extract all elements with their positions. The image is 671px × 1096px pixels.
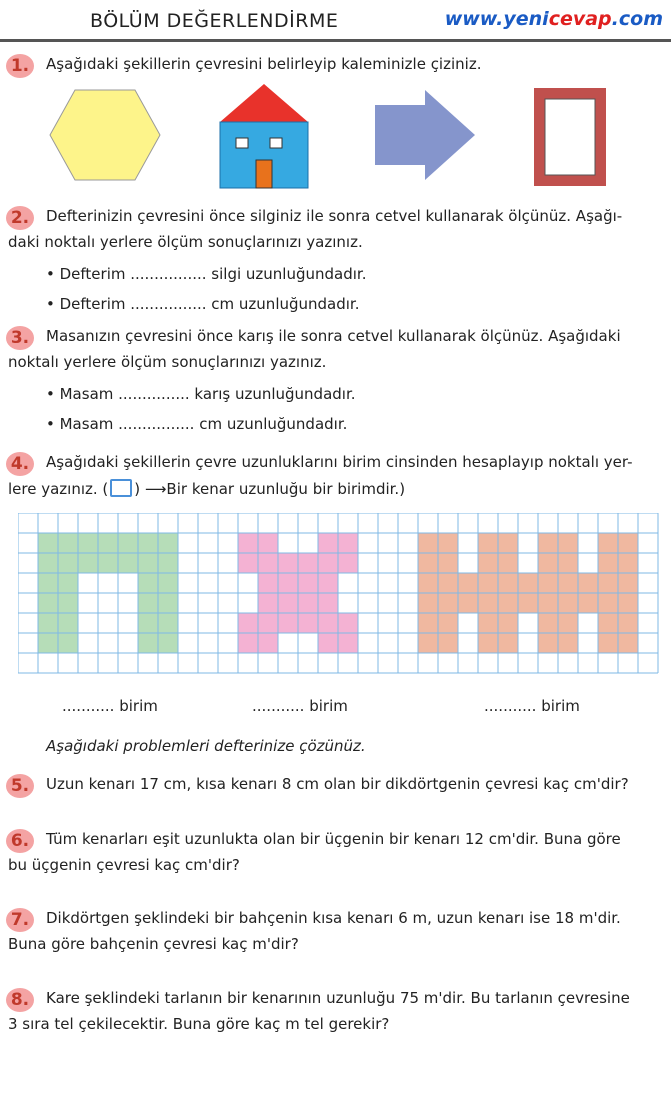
question-2-bullet-2: • Defterim ................ cm uzunluğundadır. [46,295,360,313]
shape-salmon-cell [438,593,458,613]
shape-salmon-cell [478,533,498,553]
answer-birim-1: ........... birim [62,697,158,715]
shape-pink-cell [298,553,318,573]
frame-inner [545,99,595,175]
problems-instruction: Aşağıdaki problemleri defterinize çözünüz. [46,737,366,755]
shape-green-cell [158,613,178,633]
question-number-3: 3. [6,326,34,350]
shape-pink-cell [318,533,338,553]
shape-pink-cell [318,573,338,593]
shape-green-cell [58,613,78,633]
shape-green-cell [78,553,98,573]
house-door [256,160,272,188]
question-3-bullet-2: • Masam ................ cm uzunluğundadır. [46,415,348,433]
shape-salmon-cell [558,573,578,593]
shape-salmon-cell [438,613,458,633]
shape-pink-cell [338,613,358,633]
shape-green-cell [38,633,58,653]
shape-salmon-cell [578,593,598,613]
shape-green-cell [38,553,58,573]
arrow-shape [375,90,475,180]
shape-pink-cell [318,613,338,633]
shape-pink-cell [238,533,258,553]
shape-salmon-cell [518,593,538,613]
shape-pink-cell [318,553,338,573]
answer-birim-2: ........... birim [252,697,348,715]
question-6-line-2: bu üçgenin çevresi kaç cm'dir? [8,856,240,874]
shape-green-cell [58,553,78,573]
shape-green-cell [58,533,78,553]
shape-salmon-cell [498,573,518,593]
question-3-bullet-1: • Masam ............... karış uzunluğundadır. [46,385,356,403]
shape-salmon-cell [618,533,638,553]
shape-pink-cell [278,613,298,633]
shape-salmon-cell [498,613,518,633]
shape-salmon-cell [618,633,638,653]
url-suffix: .com [611,8,663,30]
shape-pink-cell [298,593,318,613]
q1-shapes [0,80,671,190]
q4-line2-paren: ) [134,480,141,498]
shape-salmon-cell [598,573,618,593]
shape-salmon-cell [538,633,558,653]
shape-green-cell [158,593,178,613]
shape-green-cell [118,533,138,553]
shape-salmon-cell [498,553,518,573]
question-2-line-1: Defterinizin çevresini önce silginiz ile sonra cetvel kullanarak ölçünüz. Aşağı- [46,207,623,225]
shape-salmon-cell [418,593,438,613]
shape-salmon-cell [618,573,638,593]
shape-pink-cell [318,633,338,653]
shape-green-cell [58,573,78,593]
question-number-1: 1. [6,54,34,78]
shape-salmon-cell [598,633,618,653]
shape-green-cell [58,593,78,613]
question-2-bullet-1: • Defterim ................ silgi uzunluğundadır. [46,265,367,283]
shape-green-cell [158,573,178,593]
shape-salmon-cell [418,613,438,633]
shape-salmon-cell [478,593,498,613]
question-number-6: 6. [6,829,34,853]
shape-green-cell [138,553,158,573]
question-number-2: 2. [6,206,34,230]
shape-salmon-cell [558,613,578,633]
shape-salmon-cell [538,533,558,553]
question-4-line-1: Aşağıdaki şekillerin çevre uzunluklarını birim cinsinden hesaplayıp noktalı yer- [46,453,633,471]
q4-line2-start: lere yazınız. ( [8,480,109,498]
shape-pink-cell [298,613,318,633]
shape-salmon-cell [478,573,498,593]
shape-salmon-cell [618,613,638,633]
shape-salmon-cell [458,573,478,593]
shape-salmon-cell [598,613,618,633]
question-number-8: 8. [6,988,34,1012]
shape-salmon-cell [618,553,638,573]
shape-green-cell [98,533,118,553]
shape-salmon-cell [518,573,538,593]
shape-salmon-cell [498,633,518,653]
hexagon-shape [50,90,160,180]
shape-salmon-cell [538,553,558,573]
shape-pink-cell [338,533,358,553]
house-window-left [236,138,248,148]
shape-salmon-cell [558,533,578,553]
shape-salmon-cell [618,593,638,613]
shape-green-cell [98,553,118,573]
question-7-line-1: Dikdörtgen şeklindeki bir bahçenin kısa kenarı 6 m, uzun kenarı ise 18 m'dir. [46,909,621,927]
shape-salmon-cell [538,613,558,633]
shape-salmon-cell [438,553,458,573]
shape-green-cell [138,593,158,613]
grid-figure [18,513,671,675]
shape-pink-cell [258,593,278,613]
shape-green-cell [138,613,158,633]
shape-green-cell [158,633,178,653]
question-8-line-1: Kare şeklindeki tarlanın bir kenarının uzunluğu 75 m'dir. Bu tarlanın çevresine [46,989,630,1007]
shape-green-cell [38,593,58,613]
shape-salmon-cell [498,533,518,553]
q4-line2-end: Bir kenar uzunluğu bir birimdir.) [166,480,406,498]
shape-green-cell [58,633,78,653]
shape-green-cell [138,533,158,553]
shape-salmon-cell [558,593,578,613]
shape-pink-cell [338,553,358,573]
header-divider [0,39,671,42]
shape-salmon-cell [498,593,518,613]
shape-pink-cell [258,533,278,553]
question-3-line-1: Masanızın çevresini önce karış ile sonra cetvel kullanarak ölçünüz. Aşağıdaki [46,327,621,345]
shape-pink-cell [258,613,278,633]
shape-pink-cell [278,593,298,613]
question-number-7: 7. [6,908,34,932]
question-4-line-2 [8,477,405,501]
shape-salmon-cell [418,533,438,553]
shape-pink-cell [318,593,338,613]
question-number-4: 4. [6,452,34,476]
shape-pink-cell [238,633,258,653]
question-7-line-2: Buna göre bahçenin çevresi kaç m'dir? [8,935,299,953]
question-5-line-1: Uzun kenarı 17 cm, kısa kenarı 8 cm olan bir dikdörtgenin çevresi kaç cm'dir? [46,775,629,793]
shape-salmon-cell [418,573,438,593]
shape-green-cell [78,533,98,553]
shape-pink-cell [238,553,258,573]
shape-salmon-cell [458,593,478,613]
shape-green-cell [158,553,178,573]
shape-salmon-cell [478,553,498,573]
shape-green-cell [158,533,178,553]
question-8-line-2: 3 sıra tel çekilecektir. Buna göre kaç m tel gerekir? [8,1015,390,1033]
house-roof [220,84,308,122]
url-prefix: www.yeni [444,8,549,30]
shape-salmon-cell [438,533,458,553]
shape-pink-cell [258,553,278,573]
shape-green-cell [38,573,58,593]
shape-pink-cell [278,553,298,573]
shape-pink-cell [278,573,298,593]
house-window-right [270,138,282,148]
question-1-text: Aşağıdaki şekillerin çevresini belirleyip kaleminizle çiziniz. [46,55,482,73]
shape-green-cell [138,573,158,593]
shape-pink-cell [238,613,258,633]
shape-salmon-cell [538,593,558,613]
shape-green-cell [38,613,58,633]
question-2-line-2: daki noktalı yerlere ölçüm sonuçlarınızı yazınız. [8,233,363,251]
shape-salmon-cell [598,593,618,613]
page-title: BÖLÜM DEĞERLENDİRME [90,10,339,32]
shape-pink-cell [298,573,318,593]
unit-square-icon [110,479,132,497]
shape-salmon-cell [598,553,618,573]
shape-salmon-cell [438,633,458,653]
shape-green-cell [38,533,58,553]
arrow-right-icon: ⟶ [140,480,167,498]
shape-salmon-cell [418,553,438,573]
url-red: cevap [548,8,612,30]
question-3-line-2: noktalı yerlere ölçüm sonuçlarınızı yazınız. [8,353,327,371]
shape-salmon-cell [478,633,498,653]
shape-pink-cell [258,573,278,593]
shape-salmon-cell [478,613,498,633]
shape-salmon-cell [578,573,598,593]
answer-birim-3: ........... birim [484,697,580,715]
shape-salmon-cell [558,553,578,573]
shape-green-cell [138,633,158,653]
shape-pink-cell [338,633,358,653]
shape-salmon-cell [438,573,458,593]
question-6-line-1: Tüm kenarları eşit uzunlukta olan bir üçgenin bir kenarı 12 cm'dir. Buna göre [46,830,621,848]
shape-salmon-cell [418,633,438,653]
shape-salmon-cell [558,633,578,653]
question-number-5: 5. [6,774,34,798]
shape-green-cell [118,553,138,573]
shape-pink-cell [258,633,278,653]
shape-salmon-cell [538,573,558,593]
shape-salmon-cell [598,533,618,553]
site-url[interactable] [445,8,663,30]
